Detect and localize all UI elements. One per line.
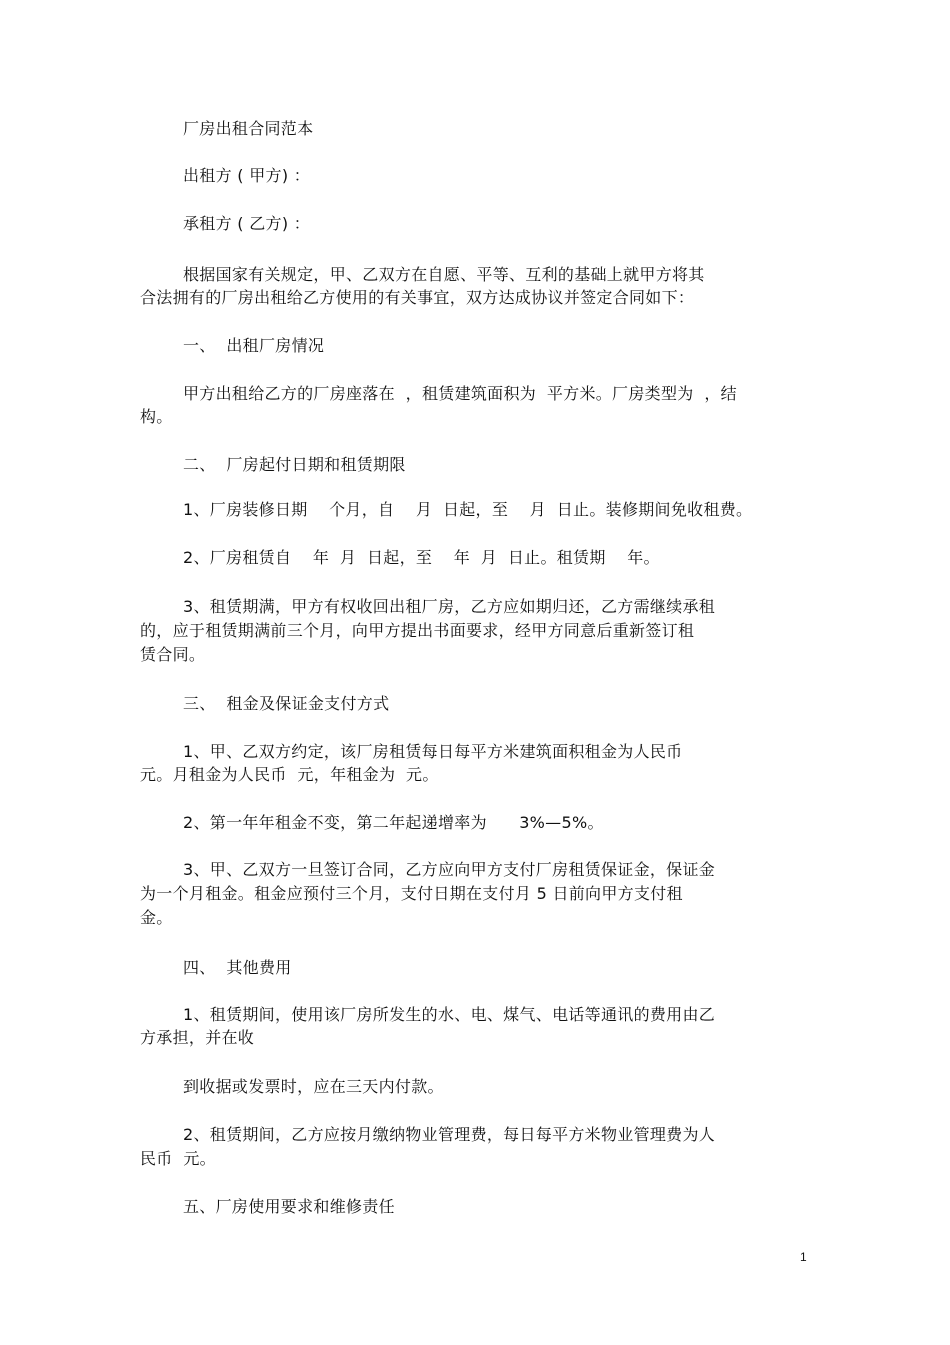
- section4-item2-line-2: 民币 元。: [140, 1149, 216, 1168]
- section3-item3-line-1: 3、甲、乙双方一旦签订合同，乙方应向甲方支付厂房租赁保证金，保证金: [183, 860, 716, 879]
- section2-item2: 2、厂房租赁自 年 月 日起，至 年 月 日止。租赁期 年。: [183, 548, 660, 567]
- section2-item3-line-3: 赁合同。: [140, 645, 206, 664]
- section2-item3-line-1: 3、租赁期满，甲方有权收回出租厂房，乙方应如期归还，乙方需继续承租: [183, 597, 716, 616]
- section2-heading: 二、 厂房起付日期和租赁期限: [183, 455, 406, 474]
- section1-para-line-1: 甲方出租给乙方的厂房座落在 ，租赁建筑面积为 平方米。厂房类型为 ，结: [183, 384, 737, 403]
- document-title: 厂房出租合同范本: [183, 119, 314, 138]
- section3-item2: 2、第一年年租金不变，第二年起递增率为 3%—5%。: [183, 813, 604, 832]
- section5-heading: 五、厂房使用要求和维修责任: [183, 1197, 395, 1216]
- page-number: 1: [800, 1250, 807, 1264]
- section1-heading: 一、 出租厂房情况: [183, 336, 325, 355]
- section3-item1-line-1: 1、甲、乙双方约定，该厂房租赁每日每平方米建筑面积租金为人民币: [183, 742, 683, 761]
- section3-item1-line-2: 元。月租金为人民币 元，年租金为 元。: [140, 765, 439, 784]
- section3-heading: 三、 租金及保证金支付方式: [183, 694, 390, 713]
- section4-item2-line-1: 2、租赁期间，乙方应按月缴纳物业管理费，每日每平方米物业管理费为人: [183, 1125, 716, 1144]
- section4-item1-line-1: 1、租赁期间，使用该厂房所发生的水、电、煤气、电话等通讯的费用由乙: [183, 1005, 716, 1024]
- intro-line-1: 根据国家有关规定，甲、乙双方在自愿、平等、互利的基础上就甲方将其: [183, 265, 705, 284]
- section4-heading: 四、 其他费用: [183, 958, 292, 977]
- section3-item3-line-3: 金。: [140, 908, 173, 927]
- section2-item1: 1、厂房装修日期 个月，自 月 日起，至 月 日止。装修期间免收租费。: [183, 500, 753, 519]
- section4-item1-continued: 到收据或发票时，应在三天内付款。: [183, 1077, 444, 1096]
- section3-item3-line-2: 为一个月租金。租金应预付三个月，支付日期在支付月 5 日前向甲方支付租: [140, 884, 683, 903]
- section2-item3-line-2: 的，应于租赁期满前三个月，向甲方提出书面要求，经甲方同意后重新签订租: [140, 621, 695, 640]
- lessor-line: 出租方 ( 甲方) ：: [183, 166, 311, 185]
- intro-line-2: 合法拥有的厂房出租给乙方使用的有关事宜，双方达成协议并签定合同如下：: [140, 288, 695, 307]
- lessee-line: 承租方 ( 乙方) ：: [183, 214, 311, 233]
- section4-item1-line-2: 方承担，并在收: [140, 1028, 255, 1047]
- section1-para-line-2: 构。: [140, 407, 173, 426]
